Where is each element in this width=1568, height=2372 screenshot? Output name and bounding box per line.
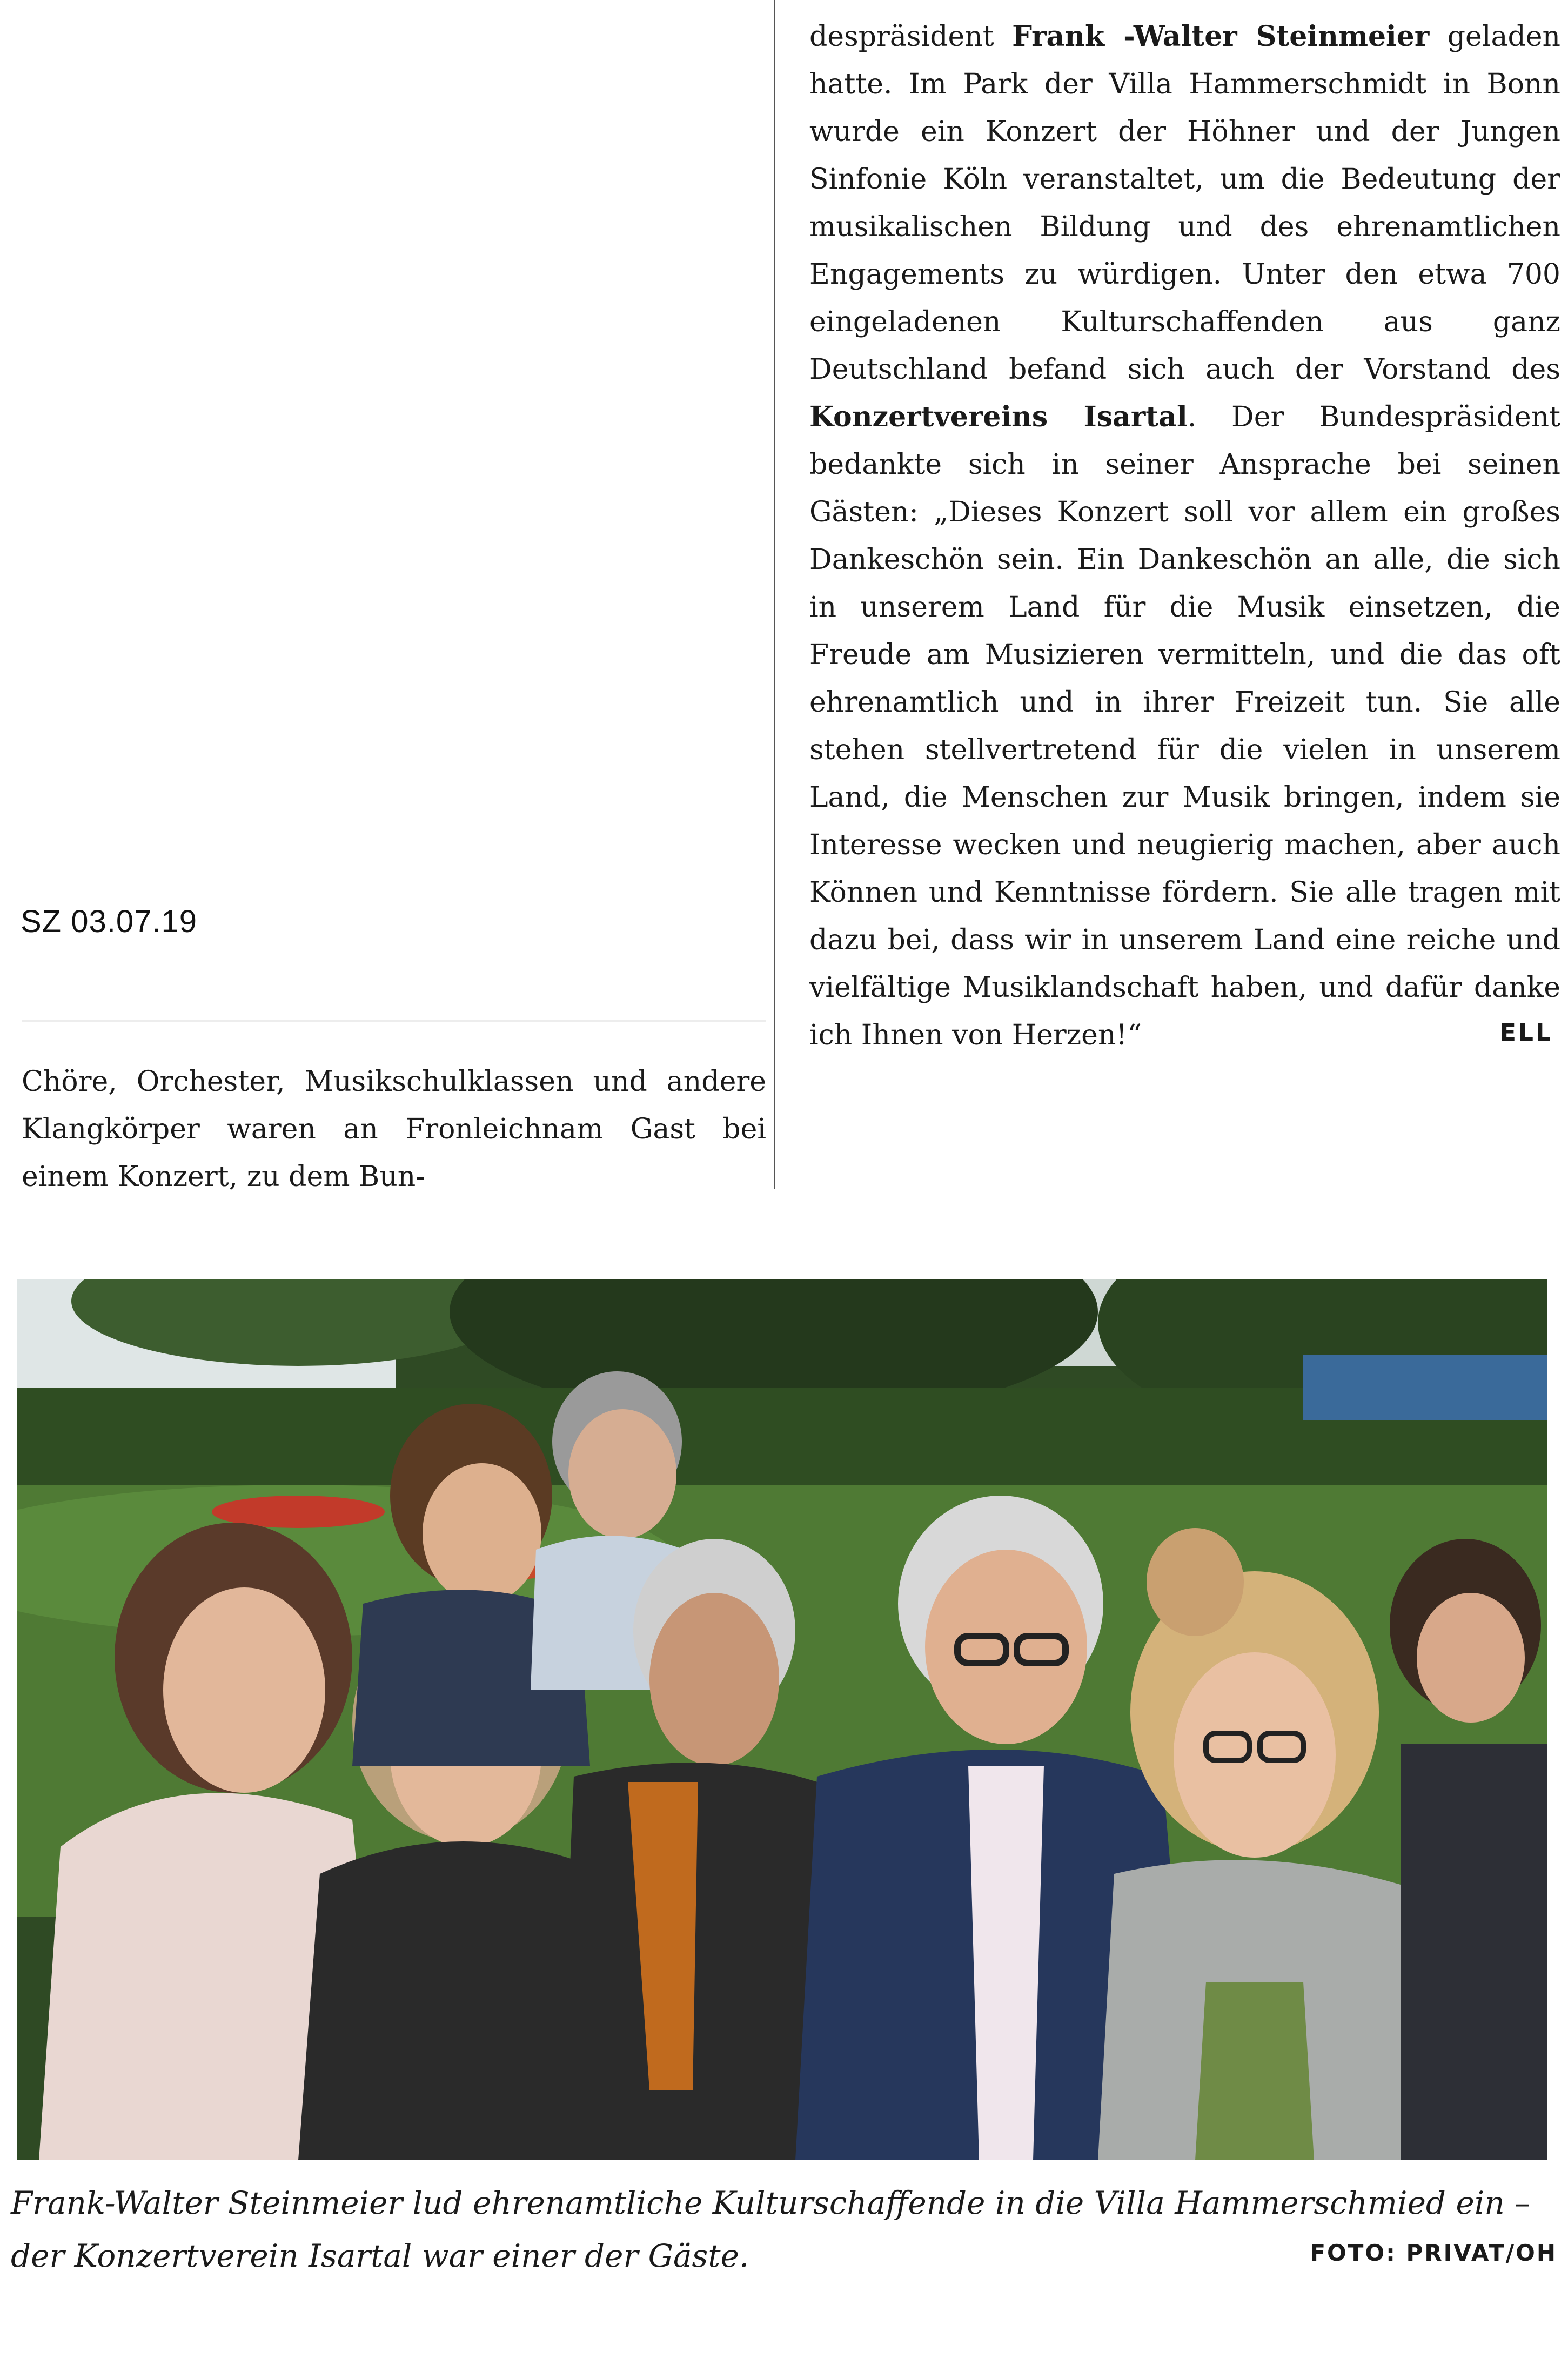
source-note: SZ 03.07.19 (21, 904, 197, 939)
show-through-ghost (22, 1020, 766, 1055)
text-run: despräsident (809, 21, 1013, 53)
name-bold: Frank -Walter Steinmeier (1012, 20, 1430, 53)
article-right-column (809, 13, 1560, 1059)
text-run: . Der Bundespräsident bedankte sich in seiner Ansprache bei seinen Gästen: „Dieses Konzert soll vor allem ein großes Dankeschön sein. Ein Dankeschön an alle, die sich in unserem Land für die Musik einsetzen, die Freude am Musizieren vermitteln, und die das oft ehrenamtlich und in ihrer Freizeit tun. Sie alle stehen stellvertretend für die vielen in unserem Land, die Menschen zur Musik bringen, indem sie Interesse wecken und neugierig machen, aber auch Können und Kenntnisse fördern. Sie alle tragen mit dazu bei, dass wir in unserem Land eine reiche und vielfältige Musiklandschaft haben, und dafür danke ich Ihnen von Herzen!“ (809, 401, 1560, 1051)
photo-caption (11, 2176, 1556, 2282)
article-paragraph (809, 13, 1560, 1059)
author-initials: ELL (1499, 1019, 1553, 1047)
article-photo (17, 1279, 1547, 2160)
caption-text: Frank-Walter Steinmeier lud ehrenamtliche Kulturschaffende in die Villa Hammerschmied ein – der Konzertverein Isartal war einer der Gäste. (11, 2185, 1531, 2274)
article-left-column (22, 1058, 766, 1201)
left-column-text: Chöre, Orchester, Musikschulklassen und andere Klangkörper waren an Fronleichnam Gast bei einem Konzert, zu dem Bun- (22, 1066, 766, 1193)
text-run: geladen hatte. Im Park der Villa Hammerschmidt in Bonn wurde ein Konzert der Höhner und der Jungen Sinfonie Köln veranstaltet, um die Bedeutung der musikalischen Bildung und des ehrenamtlichen Engagements zu würdigen. Unter den etwa 700 eingeladenen Kulturschaffenden aus ganz Deutschland befand sich auch der Vorstand des (809, 21, 1560, 386)
association-bold: Konzertvereins Isartal (809, 400, 1188, 433)
photo-credit: FOTO: PRIVAT/OH (1310, 2240, 1557, 2266)
column-rule (774, 0, 775, 1189)
